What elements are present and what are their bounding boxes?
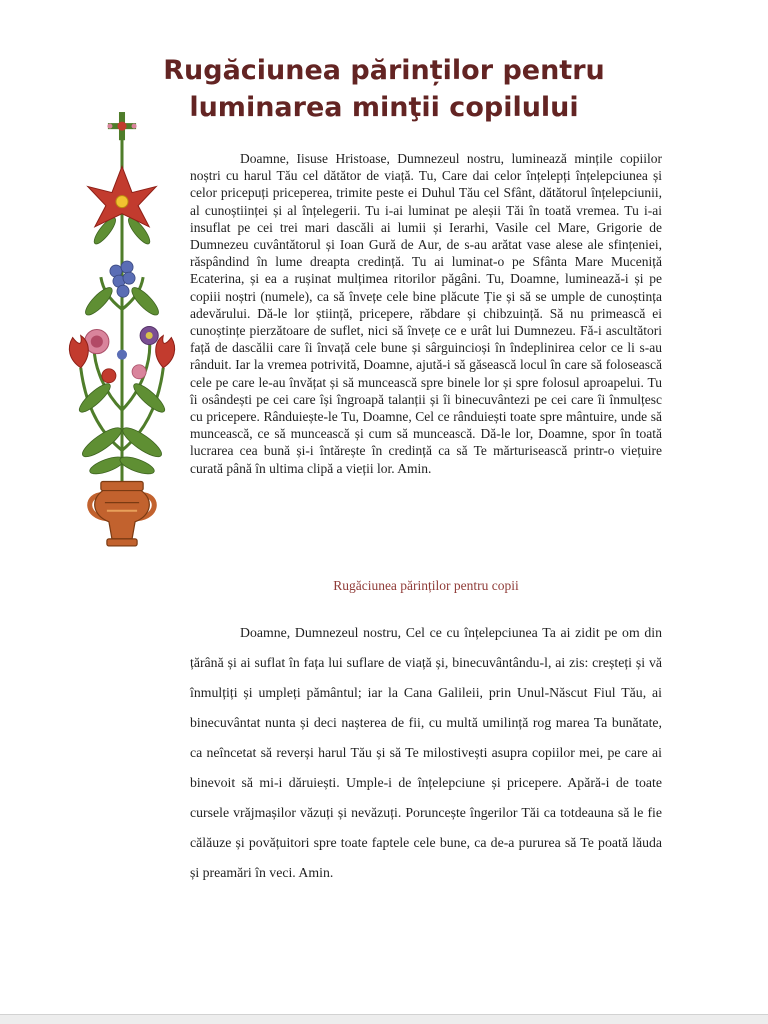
prayer-text-for-children: Doamne, Dumnezeul nostru, Cel ce cu înțelepciunea Ta ai zidit pe om din țărână și ai suflat în fața lui suflare de viață și, binecuvântându-l, ai zis: creșteți și vă înmulțiți și umpleți pământul; iar la Cana Galileii, prin Unul-Născut Fiul Tău, ai binecuvântat nunta și deci nașterea de fii, cu multă umilință rog marea Ta bunătate, ca neîncetat să reverși harul Tău și să Te milostivești asupra copiilor mei, pe care ai binevoit să mi-i dăruiești. Umple-i de înțelepciune și pricepere. Apără-i de toate cursele vrăjmașilor văzuți și nevăzuți. Poruncește îngerilor Tăi ca totdeauna să le fie călăuze și povățuitori spre toate faptele cele bune, ca de-a pururea să Te poată lăuda și preamări în veci. Amin. [190, 625, 662, 880]
page-title-line-1: Rugăciunea părinților pentru [163, 55, 605, 86]
prayer-text-enlightenment: Doamne, Iisuse Hristoase, Dumnezeul nostru, luminează mințile copiilor noștri cu harul Tău cel dătător de viață. Tu, Care dai celor înțelepți înțelepciunea și celor pricepuți priceperea, trimite peste ei Duhul Tău cel Sfânt, dătătorul înțelepciunii, al cunoștiinței și al înțelegerii. Tu i-ai luminat pe aleșii Tăi în toată vremea. Tu i-ai insuflat pe cei trei mari dascăli ai lumii și Ierarhi, Vasile cel Mare, Grigorie de Dumnezeu cuvântătorul și Ioan Gură de Aur, de s-au arătat vase alese ale sfințeniei, răspândind în lume dreapta credință. Tu ai luminat-o pe Sfânta Mare Muceniță Ecaterina, și ea a rușinat mulțimea ritorilor păgâni. Tu, Doamne, luminează-i și pe copiii noștri (numele), ca să învețe cele bine plăcute Ție și să se umple de cunoștința adevărului. Dă-le lor știință, pricepere, răbdare și chibzuință. Să nu primească ei cunoștințe pierzătoare de suflet, nici să învețe ce e urât lui Dumnezeu. Fă-i ascultători față de dascălii care îi învață cele bune și sârguincioși în îndeplinirea celor ce li s-au rânduit. Iar la vremea potrivită, Doamne, ajută-i să găsească locul în care să folosească cele pe care le-au învățat și să muncească spre binele lor și spre folosul aproapelui. Tu îi osândești pe cei care își îngroapă talanții și îi binecuvântezi pe cei care îi înmulțesc cu pricepere. Rânduiește-le Tu, Doamne, Cel ce rânduiești toate spre mântuire, unde să muncească, ce să muncească și cum să muncească. Dă-le lor, Doamne, spor în toată lucrarea cea bună și-i întărește în credință ca să Te mărturisească printr-o viețuire curată până în ultima clipă a vieții lor. Amin. [190, 151, 662, 476]
floral-ornament-svg [56, 108, 188, 556]
section-heading-prayer-for-children: Rugăciunea părinților pentru copii [333, 578, 519, 593]
page-title-line-2: luminarea minţii copilului [189, 92, 579, 123]
floral-ornament-image [56, 108, 188, 556]
cross-finial [107, 112, 136, 140]
vase [90, 482, 155, 546]
page-boundary-divider [0, 1014, 768, 1024]
